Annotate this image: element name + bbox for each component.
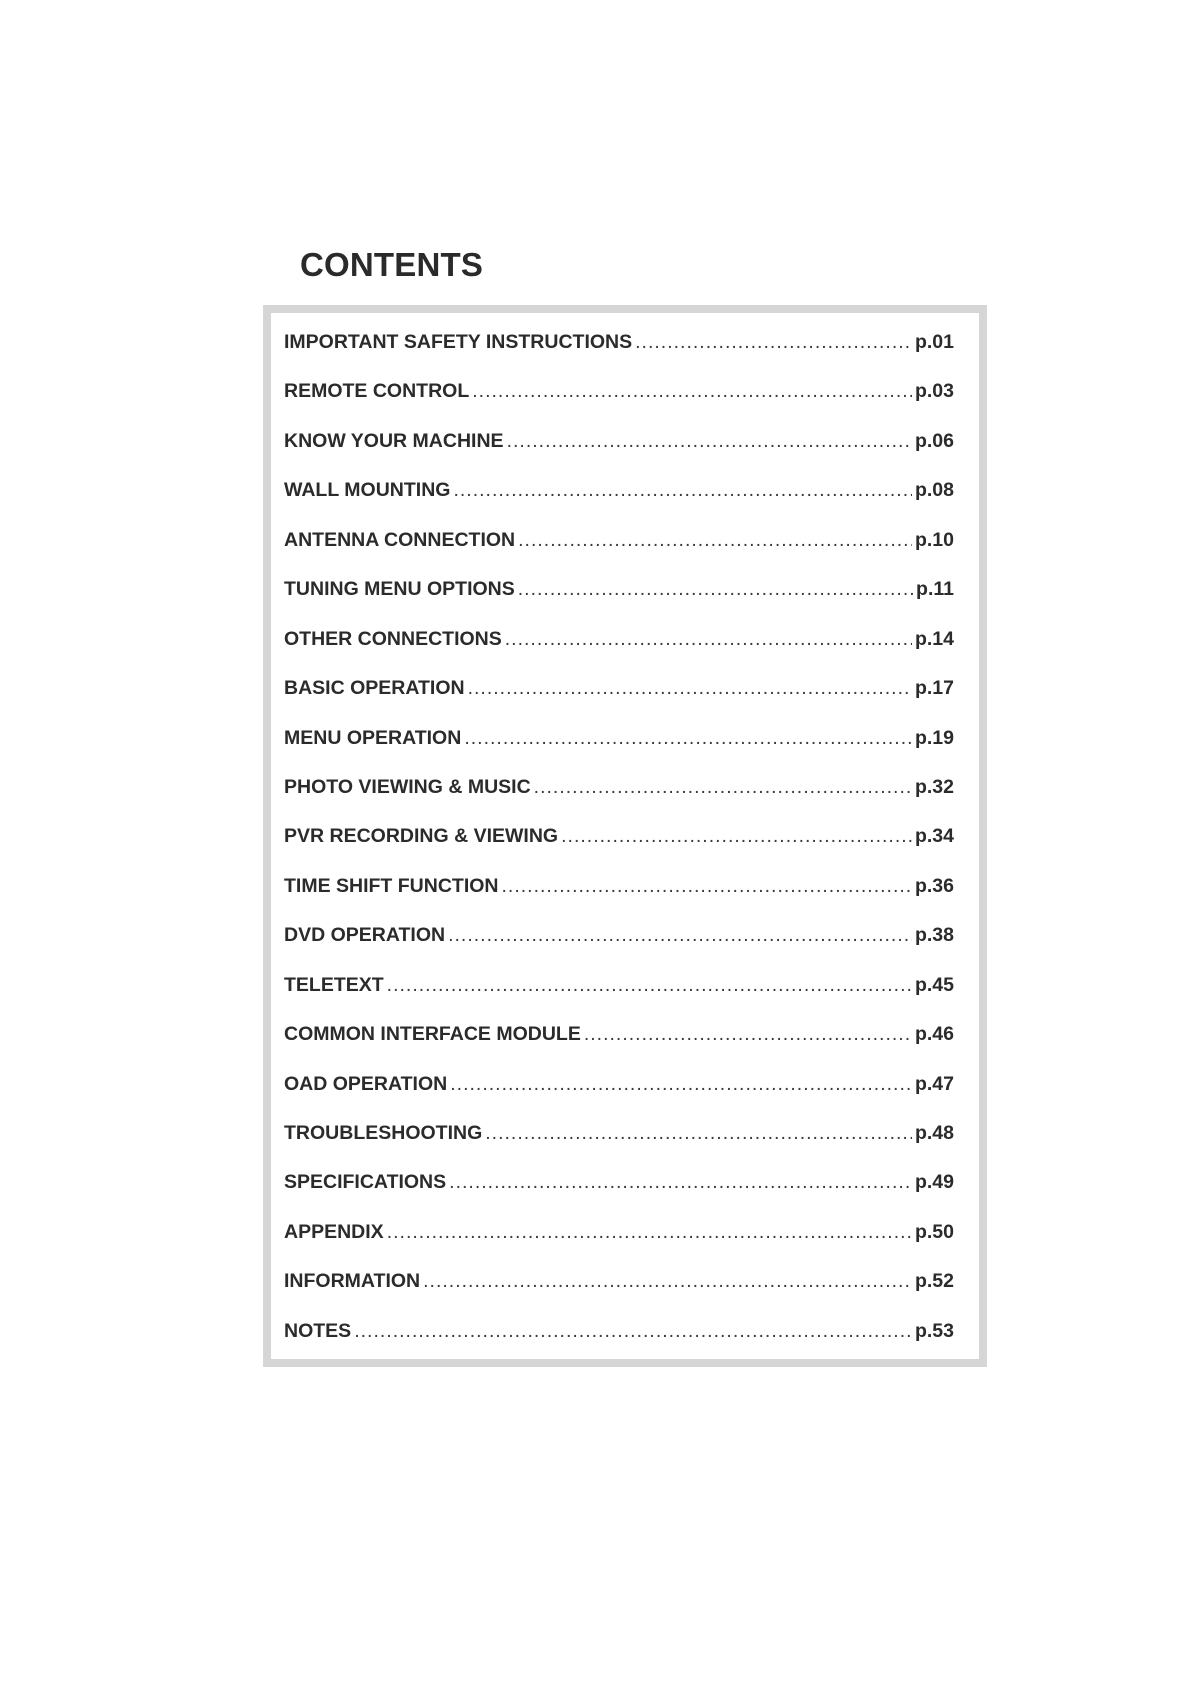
- toc-entry-label: DVD OPERATION: [284, 924, 446, 947]
- toc-entry-page: p.01: [914, 331, 954, 353]
- dot-leader: [387, 1221, 912, 1244]
- toc-entry-label: OTHER CONNECTIONS: [284, 627, 502, 650]
- toc-entry-label: PVR RECORDING & VIEWING: [284, 825, 559, 848]
- toc-entry-label: SPECIFICATIONS: [284, 1171, 447, 1194]
- dot-leader: [449, 1171, 912, 1194]
- dot-leader: [561, 825, 912, 848]
- toc-entry[interactable]: [284, 1171, 954, 1220]
- dot-leader: [472, 380, 912, 403]
- dot-leader: [505, 628, 912, 651]
- toc-entry-page: p.34: [914, 825, 954, 848]
- toc-entry[interactable]: [284, 677, 954, 726]
- toc-entry-page: p.36: [914, 874, 954, 897]
- toc-entry-label: TELETEXT: [284, 973, 384, 996]
- toc-entry-page: p.03: [914, 380, 954, 403]
- toc-entry[interactable]: [284, 1023, 954, 1072]
- toc-entry-label: REMOTE CONTROL: [284, 380, 470, 403]
- toc-entry-label: COMMON INTERFACE MODULE: [284, 1023, 581, 1046]
- toc-entry-page: p.47: [914, 1072, 954, 1095]
- contents-box: [263, 305, 987, 1367]
- toc-entry-label: KNOW YOUR MACHINE: [284, 429, 504, 452]
- toc-entry-page: p.17: [914, 677, 954, 700]
- toc-entry-label: WALL MOUNTING: [284, 479, 451, 502]
- toc-entry[interactable]: [284, 331, 954, 380]
- toc-entry-label: PHOTO VIEWING & MUSIC: [284, 775, 531, 798]
- toc-entry[interactable]: [284, 1122, 954, 1171]
- dot-leader: [507, 430, 912, 453]
- toc-entry[interactable]: [284, 727, 954, 776]
- toc-entry-label: IMPORTANT SAFETY INSTRUCTIONS: [284, 331, 633, 353]
- dot-leader: [453, 479, 912, 502]
- dot-leader: [354, 1320, 912, 1343]
- dot-leader: [534, 776, 912, 799]
- toc-entry-page: p.10: [914, 528, 954, 551]
- toc-entry-label: BASIC OPERATION: [284, 677, 465, 700]
- toc-entry-label: ANTENNA CONNECTION: [284, 528, 516, 551]
- toc-entry-page: p.52: [914, 1270, 954, 1293]
- toc-entry[interactable]: [284, 380, 954, 429]
- toc-entry-label: MENU OPERATION: [284, 726, 462, 749]
- toc-entry-label: APPENDIX: [284, 1220, 384, 1243]
- toc-entry-label: INFORMATION: [284, 1270, 421, 1293]
- page-title: CONTENTS: [300, 246, 484, 283]
- toc-entry-page: p.46: [914, 1023, 954, 1046]
- toc-entry[interactable]: [284, 479, 954, 528]
- dot-leader: [387, 974, 912, 997]
- toc-entry-page: p.38: [914, 924, 954, 947]
- toc-entry[interactable]: [284, 974, 954, 1023]
- toc-entry[interactable]: [284, 776, 954, 825]
- dot-leader: [448, 924, 912, 947]
- toc-entry-page: p.50: [914, 1220, 954, 1243]
- toc-entry[interactable]: [284, 1221, 954, 1270]
- dot-leader: [450, 1073, 912, 1096]
- contents-list: [284, 331, 954, 1369]
- toc-entry[interactable]: [284, 529, 954, 578]
- toc-entry[interactable]: [284, 875, 954, 924]
- toc-entry-label: TIME SHIFT FUNCTION: [284, 874, 499, 897]
- dot-leader: [501, 875, 911, 898]
- toc-entry-label: OAD OPERATION: [284, 1072, 448, 1095]
- toc-entry[interactable]: [284, 1073, 954, 1122]
- dot-leader: [485, 1122, 912, 1145]
- toc-entry-label: TROUBLESHOOTING: [284, 1122, 483, 1144]
- toc-entry-label: TUNING MENU OPTIONS: [284, 578, 515, 601]
- toc-entry-page: p.14: [914, 627, 954, 650]
- toc-entry[interactable]: [284, 1320, 954, 1369]
- dot-leader: [423, 1270, 912, 1293]
- toc-entry[interactable]: [284, 825, 954, 874]
- toc-entry[interactable]: [284, 924, 954, 973]
- toc-entry-page: p.45: [914, 973, 954, 996]
- toc-entry[interactable]: [284, 430, 954, 479]
- toc-entry-page: p.48: [914, 1122, 954, 1144]
- toc-entry[interactable]: [284, 578, 954, 627]
- toc-entry-page: p.06: [914, 429, 954, 452]
- toc-entry-label: NOTES: [284, 1319, 352, 1342]
- toc-entry-page: p.53: [914, 1319, 954, 1342]
- dot-leader: [584, 1023, 912, 1046]
- dot-leader: [635, 331, 912, 354]
- toc-entry-page: p.49: [914, 1171, 954, 1194]
- toc-entry-page: p.11: [916, 578, 954, 601]
- toc-entry-page: p.19: [914, 726, 954, 749]
- dot-leader: [518, 529, 912, 552]
- dot-leader: [468, 677, 912, 700]
- dot-leader: [518, 578, 913, 601]
- toc-entry-page: p.08: [914, 479, 954, 502]
- toc-entry[interactable]: [284, 628, 954, 677]
- dot-leader: [464, 727, 912, 750]
- toc-entry-page: p.32: [914, 775, 954, 798]
- toc-entry[interactable]: [284, 1270, 954, 1319]
